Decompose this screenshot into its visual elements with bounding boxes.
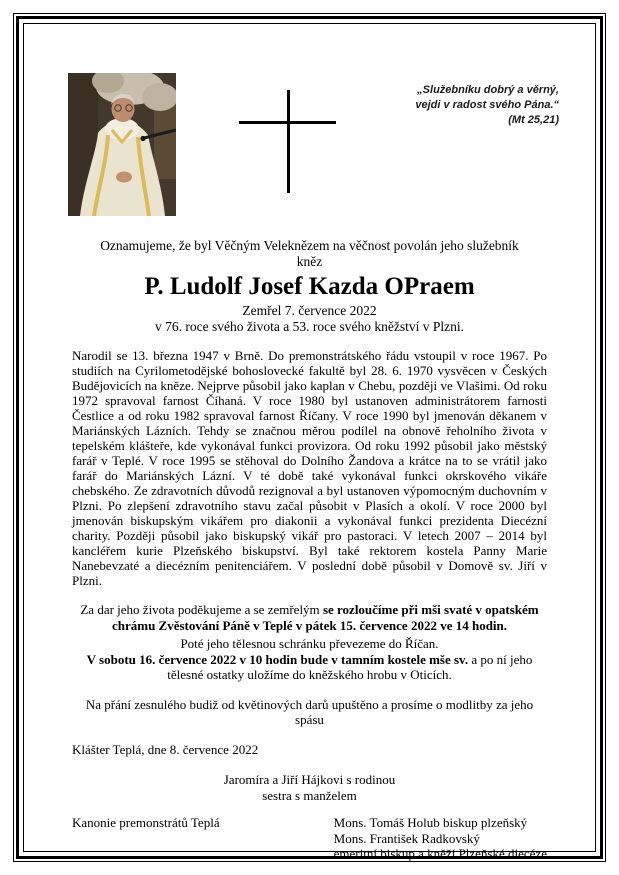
cross-vertical-bar <box>287 90 290 193</box>
announcement-line-1: Oznamujeme, že byl Věčným Veleknězem na věčnost povolán jeho služebník <box>100 238 519 253</box>
deceased-name: P. Ludolf Josef Kazda OPraem <box>144 273 475 300</box>
announcement <box>72 238 547 270</box>
signature-right-line-3: emeritní biskup a kněží Plzeňské diecéze <box>333 846 547 861</box>
quote-line-1: „Služebníku dobrý a věrný, <box>417 84 559 96</box>
quote-reference: (Mt 25,21) <box>508 114 559 126</box>
family-line-1: Jaromíra a Jiří Hájkovi s rodinou <box>223 772 396 787</box>
deceased-photo <box>68 73 176 216</box>
signature-right-block <box>334 815 547 862</box>
family-block <box>72 772 547 803</box>
flowers-note: Na přání zesnulého budiž od květinových darů upuštěno a prosíme o modlitby za jeho spásu <box>85 696 534 727</box>
signature-right-line-2: Mons. František Radkovský <box>333 830 480 846</box>
saturday-bold: V sobotu 16. července 2022 v 10 hodin bude v tamním kostele mše sv. <box>86 651 469 667</box>
age-line: v 76. roce svého života a 53. roce svého kněžství v Plzni. <box>155 319 464 334</box>
header-section <box>24 24 595 238</box>
dateline: Klášter Teplá, dne 8. července 2022 <box>72 741 259 757</box>
farewell-intro-regular: Za dar jeho života poděkujeme a se zemřelým <box>80 602 323 617</box>
signatures-row <box>72 815 547 862</box>
signature-left: Kanonie premonstrátů Teplá <box>72 815 220 830</box>
farewell-intro-bold: se rozloučíme při mši svaté v opatském chrámu Zvěstování Páně v Teplé v pátek 15. července 2022 ve 14 hodin. <box>111 602 539 633</box>
farewell-paragraph <box>72 602 547 633</box>
scripture-quote <box>415 83 559 128</box>
saturday-regular: a po ní jeho tělesné ostatky uložíme do kněžského hrobu v Oticích. <box>167 651 533 682</box>
saturday-mass-paragraph <box>72 652 547 683</box>
announcement-line-2: kněz <box>296 254 323 269</box>
biography-paragraph: Narodil se 13. března 1947 v Brně. Do premonstrátského řádu vstoupil v roce 1967. Po studiích na Cyrilometodějské bohoslovecké fakultě byl 28. 6. 1970 vysvěcen v Českých Budějovicích na kněze. Nejprve působil jako kaplan v Chebu, později ve Vlašimi. Od roku 1972 spravoval farnost Číhaná. V roce 1980 byl ustanoven administrátorem farnosti Čestlice a od roku 1982 spravoval farnost Říčany. V roce 1990 byl jmenován děkanem v Mariánských Lázních. Tehdy se značnou měrou podílel na obnově řeholního života v tepelském klášteře, kde vykonával funkci provizora. Od roku 1992 působil jako městský farář v Teplé. V roce 1995 se stěhoval do Dolního Žandova a krátce na to se vrátil jako farář do Mariánských Lázní. V té době také vykonával funkci okrskového vikáře chebského. Ze zdravotních důvodů rezignoval a byl ustanoven výpomocným duchovním v Plzni. Po zlepšení zdravotního stavu začal působit v Plasích a okolí. V roce 2000 byl jmenován biskupským vikářem pro diakonii a vykonával funkci prezidenta Diecézní charity. Později působil jako biskupský vikář pro pastoraci. V letech 2007 – 2014 byl kancléřem kurie Plzeňského biskupství. Byl také rektorem kostela Panny Marie Nanebevzaté a diecézním penitenciářem. V poslední době působil v Domově sv. Jiří v Plzni. <box>72 348 547 588</box>
transfer-line: Poté jeho tělesnou schránku převezeme do Říčan. <box>180 636 439 651</box>
death-date-line: Zemřel 7. července 2022 <box>242 303 377 318</box>
obituary-content <box>24 24 595 861</box>
quote-line-2: vejdi v radost svého Pána.“ <box>415 99 559 111</box>
cross-horizontal-bar <box>239 121 336 124</box>
family-line-2: sestra s manželem <box>262 787 357 803</box>
signature-right-line-1: Mons. Tomáš Holub biskup plzeňský <box>333 815 528 830</box>
